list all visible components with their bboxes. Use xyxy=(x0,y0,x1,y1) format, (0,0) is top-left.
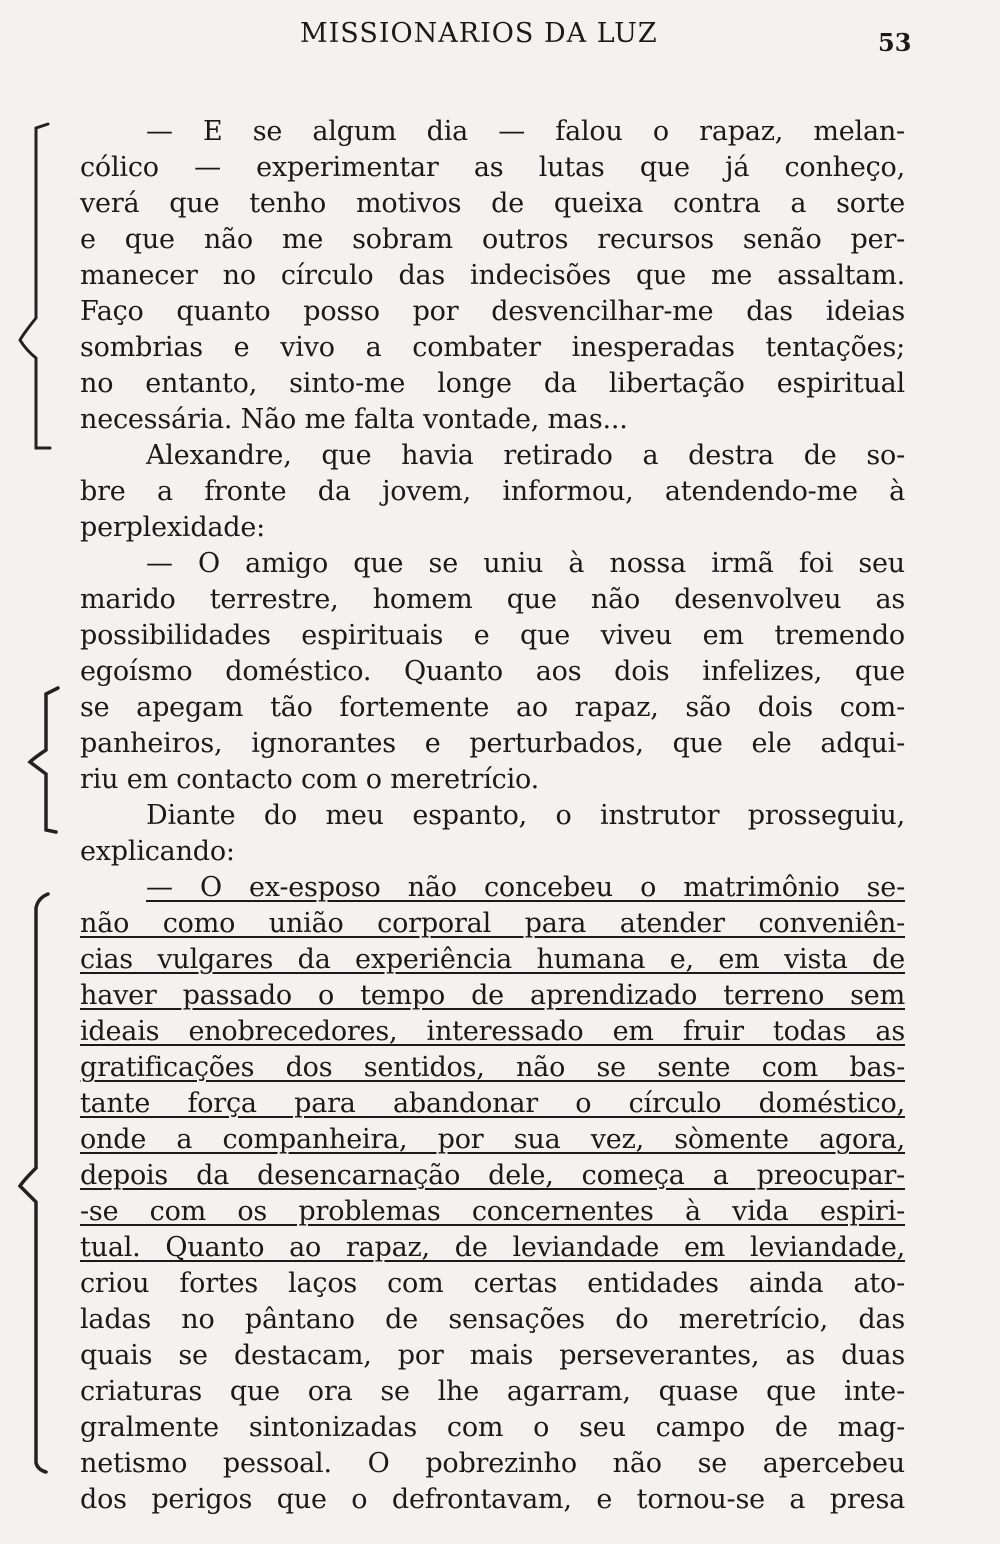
text-line-content: gratificações dos sentidos, não se sente com bas- xyxy=(80,1052,905,1083)
text-line xyxy=(80,582,905,618)
text-line-content: haver passado o tempo de aprendizado terreno sem xyxy=(80,980,905,1011)
text-line-content: — E se algum dia — falou o rapaz, melan- xyxy=(146,116,905,147)
text-line-content: cólico — experimentar as lutas que já conheço, xyxy=(80,152,905,183)
text-line-content: ideais enobrecedores, interessado em fruir todas as xyxy=(80,1016,905,1047)
text-line-content: tual. Quanto ao rapaz, de leviandade em leviandade, xyxy=(80,1232,905,1263)
text-line xyxy=(80,294,905,330)
text-line xyxy=(80,1338,905,1374)
text-line-content: — O amigo que se uniu à nossa irmã foi seu xyxy=(146,548,905,579)
text-line xyxy=(80,834,905,870)
text-line-content: sombrias e vivo a combater inesperadas tentações; xyxy=(80,332,905,363)
text-line-content: criou fortes laços com certas entidades ainda ato- xyxy=(80,1268,905,1299)
text-line xyxy=(80,1014,905,1050)
text-line xyxy=(80,438,905,474)
text-line-content: onde a companheira, por sua vez, sòmente agora, xyxy=(80,1124,905,1155)
text-line-content: Alexandre, que havia retirado a destra de so- xyxy=(146,440,905,471)
text-line-content: criaturas que ora se lhe agarram, quase que inte- xyxy=(80,1376,905,1407)
text-line xyxy=(80,222,905,258)
text-line xyxy=(80,258,905,294)
margin-bracket-2 xyxy=(20,680,70,840)
text-line-content: egoísmo doméstico. Quanto aos dois infelizes, que xyxy=(80,656,905,687)
text-line-content: panheiros, ignorantes e perturbados, que ele adqui- xyxy=(80,728,905,759)
text-line xyxy=(80,1086,905,1122)
text-line-content: tante força para abandonar o círculo doméstico, xyxy=(80,1088,905,1119)
text-line xyxy=(80,1374,905,1410)
text-line-content: possibilidades espirituais e que viveu em tremendo xyxy=(80,620,905,651)
text-line-content: netismo pessoal. O pobrezinho não se apercebeu xyxy=(80,1448,905,1479)
text-line xyxy=(80,654,905,690)
text-line xyxy=(80,798,905,834)
text-line xyxy=(80,1122,905,1158)
text-line-content: se apegam tão fortemente ao rapaz, são dois com- xyxy=(80,692,905,723)
text-line-content: manecer no círculo das indecisões que me assaltam. xyxy=(80,260,905,291)
text-line-content: dos perigos que o defrontavam, e tornou-se a presa xyxy=(80,1484,905,1515)
text-line xyxy=(80,330,905,366)
body-text xyxy=(80,114,905,1518)
text-line-content: gralmente sintonizadas com o seu campo de mag- xyxy=(80,1412,905,1443)
text-line-content: e que não me sobram outros recursos senão per- xyxy=(80,224,905,255)
text-line xyxy=(80,978,905,1014)
text-line-content: Diante do meu espanto, o instrutor prosseguiu, xyxy=(146,800,905,831)
text-line xyxy=(80,1410,905,1446)
text-line xyxy=(80,942,905,978)
text-line-content: quais se destacam, por mais perseverantes, as duas xyxy=(80,1340,905,1371)
text-line xyxy=(80,402,905,438)
running-title: MISSIONARIOS DA LUZ xyxy=(300,18,658,49)
text-line xyxy=(80,474,905,510)
text-line-content: necessária. Não me falta vontade, mas... xyxy=(80,404,628,435)
text-line-content: riu em contacto com o meretrício. xyxy=(80,764,539,795)
text-line xyxy=(80,150,905,186)
text-line-content: depois da desencarnação dele, começa a preocupar- xyxy=(80,1160,905,1191)
text-line-content: ladas no pântano de sensações do meretrício, das xyxy=(80,1304,905,1335)
text-line-content: cias vulgares da experiência humana e, em vista de xyxy=(80,944,905,975)
text-line-content: perplexidade: xyxy=(80,512,266,543)
margin-bracket-3 xyxy=(10,888,60,1478)
text-line-content: verá que tenho motivos de queixa contra a sorte xyxy=(80,188,905,219)
text-line-content: explicando: xyxy=(80,836,235,867)
text-line-content: no entanto, sinto-me longe da libertação espiritual xyxy=(80,368,905,399)
page-number: 53 xyxy=(878,28,912,57)
text-line xyxy=(80,870,905,906)
margin-bracket-1 xyxy=(14,118,64,458)
text-line-content: não como união corporal para atender conveniên- xyxy=(80,908,905,939)
text-line xyxy=(80,1194,905,1230)
text-line xyxy=(80,114,905,150)
text-line xyxy=(80,1230,905,1266)
text-line xyxy=(80,366,905,402)
text-line xyxy=(80,762,905,798)
text-line xyxy=(80,1446,905,1482)
text-line xyxy=(80,1482,905,1518)
text-line xyxy=(80,1158,905,1194)
text-line-content: marido terrestre, homem que não desenvolveu as xyxy=(80,584,905,615)
text-line xyxy=(80,618,905,654)
text-line-content: -se com os problemas concernentes à vida espiri- xyxy=(80,1196,905,1227)
text-line xyxy=(80,546,905,582)
text-line xyxy=(80,1050,905,1086)
text-line-content: Faço quanto posso por desvencilhar-me das ideias xyxy=(80,296,905,327)
text-line-content: — O ex-esposo não concebeu o matrimônio se- xyxy=(146,872,905,903)
text-line xyxy=(80,726,905,762)
text-line xyxy=(80,1266,905,1302)
text-line xyxy=(80,690,905,726)
text-line xyxy=(80,510,905,546)
text-line xyxy=(80,1302,905,1338)
text-line xyxy=(80,186,905,222)
text-line xyxy=(80,906,905,942)
text-line-content: bre a fronte da jovem, informou, atendendo-me à xyxy=(80,476,905,507)
